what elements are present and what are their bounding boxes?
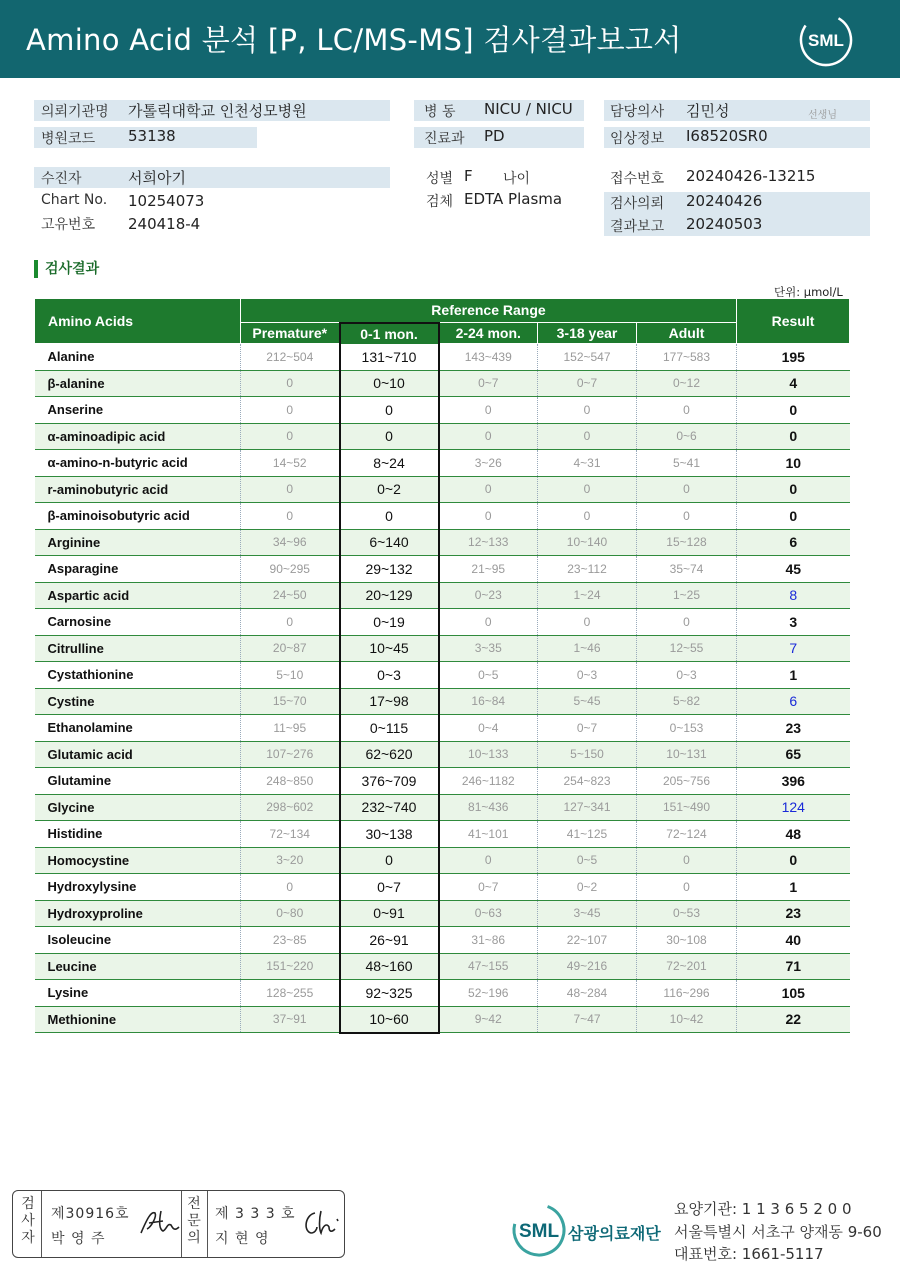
ref-adult: 0~12: [637, 370, 737, 397]
divider: [181, 1191, 182, 1257]
table-row: [35, 715, 850, 742]
result-value: 65: [737, 741, 850, 768]
amino-acid-name: Hydroxyproline: [35, 900, 241, 927]
ref-3-18-year: 22~107: [538, 927, 637, 954]
ref-premature: 24~50: [241, 582, 340, 609]
ref-premature: 0: [241, 503, 340, 530]
sml-logo-text: SML: [808, 31, 844, 50]
sex-label: 성별: [426, 171, 454, 187]
ref-adult: 0~3: [637, 662, 737, 689]
ref-adult: 177~583: [637, 344, 737, 371]
table-row: [35, 741, 850, 768]
divider: [207, 1191, 208, 1257]
amino-acid-name: Hydroxylysine: [35, 874, 241, 901]
ref-3-18-year: 0: [538, 423, 637, 450]
result-value: 40: [737, 927, 850, 954]
result-value: 0: [737, 397, 850, 424]
result-value: 0: [737, 503, 850, 530]
amino-acid-name: Anserine: [35, 397, 241, 424]
ref-3-18-year: 0~7: [538, 715, 637, 742]
report-header: [0, 0, 900, 78]
ref-0-1-mon: 0~3: [340, 662, 439, 689]
hospital-code-value: 53138: [128, 127, 176, 145]
uid-label: 고유번호: [41, 217, 96, 233]
ref-0-1-mon: 376~709: [340, 768, 439, 795]
ref-premature: 11~95: [241, 715, 340, 742]
inspector-name: 박 영 주: [51, 1231, 106, 1247]
ref-0-1-mon: 0~115: [340, 715, 439, 742]
ref-premature: 128~255: [241, 980, 340, 1007]
ref-2-24-mon: 0~7: [439, 874, 538, 901]
ref-premature: 107~276: [241, 741, 340, 768]
table-row: [35, 688, 850, 715]
table-row: [35, 1006, 850, 1033]
ref-0-1-mon: 20~129: [340, 582, 439, 609]
sex-value: F: [464, 167, 473, 185]
ref-0-1-mon: 62~620: [340, 741, 439, 768]
ref-3-18-year: 0: [538, 476, 637, 503]
ref-adult: 5~41: [637, 450, 737, 477]
ref-2-24-mon: 0: [439, 423, 538, 450]
sml-brand-logo-text: SML: [518, 1221, 560, 1242]
result-value: 0: [737, 847, 850, 874]
ref-adult: 0: [637, 397, 737, 424]
amino-acid-name: Glutamic acid: [35, 741, 241, 768]
table-row: [35, 635, 850, 662]
table-row: [35, 609, 850, 636]
amino-acid-name: Cystathionine: [35, 662, 241, 689]
ref-0-1-mon: 29~132: [340, 556, 439, 583]
table-row: [35, 423, 850, 450]
ref-2-24-mon: 0~7: [439, 370, 538, 397]
specialist-name: 지 현 영: [215, 1231, 270, 1247]
table-row: [35, 847, 850, 874]
ref-adult: 0~153: [637, 715, 737, 742]
result-value: 195: [737, 344, 850, 371]
table-row: [35, 927, 850, 954]
ref-2-24-mon: 0: [439, 847, 538, 874]
ward-label: 병 동: [424, 104, 456, 120]
sub-header-2-24-mon: 2-24 mon.: [439, 323, 538, 344]
table-row: [35, 582, 850, 609]
signature-box: [12, 1190, 345, 1258]
patient-label: 수진자: [41, 171, 82, 187]
ref-3-18-year: 0: [538, 609, 637, 636]
ward-value: NICU / NICU: [484, 100, 573, 118]
sub-header-adult: Adult: [637, 323, 737, 344]
table-row: [35, 556, 850, 583]
result-value: 45: [737, 556, 850, 583]
specialist-signature-icon: [299, 1205, 343, 1241]
specimen-value: EDTA Plasma: [464, 190, 563, 208]
amino-acid-name: Methionine: [35, 1006, 241, 1033]
ref-premature: 0~80: [241, 900, 340, 927]
doctor-value: 김민성: [686, 102, 730, 120]
ref-2-24-mon: 0: [439, 476, 538, 503]
ref-adult: 116~296: [637, 980, 737, 1007]
divider: [41, 1191, 42, 1257]
chart-label: Chart No.: [41, 192, 108, 208]
ref-3-18-year: 48~284: [538, 980, 637, 1007]
report-value: 20240503: [686, 215, 763, 233]
ref-adult: 0: [637, 476, 737, 503]
ref-adult: 15~128: [637, 529, 737, 556]
amino-acid-name: Histidine: [35, 821, 241, 848]
result-value: 396: [737, 768, 850, 795]
ref-0-1-mon: 92~325: [340, 980, 439, 1007]
institution-value: 가톨릭대학교 인천성모병원: [128, 102, 307, 120]
ref-2-24-mon: 143~439: [439, 344, 538, 371]
amino-acid-name: Alanine: [35, 344, 241, 371]
result-value: 23: [737, 900, 850, 927]
ref-0-1-mon: 0: [340, 423, 439, 450]
table-row: [35, 370, 850, 397]
ref-3-18-year: 254~823: [538, 768, 637, 795]
amino-acid-name: Glycine: [35, 794, 241, 821]
ref-premature: 0: [241, 476, 340, 503]
table-row: [35, 529, 850, 556]
ref-premature: 34~96: [241, 529, 340, 556]
brand-name: 삼광의료재단: [568, 1224, 661, 1243]
col-header-name: Amino Acids: [35, 299, 241, 344]
ref-3-18-year: 0~3: [538, 662, 637, 689]
unit-label: 단위: μmol/L: [774, 285, 843, 299]
amino-acid-name: α-aminoadipic acid: [35, 423, 241, 450]
ref-3-18-year: 1~46: [538, 635, 637, 662]
ref-3-18-year: 0: [538, 397, 637, 424]
ref-0-1-mon: 0~10: [340, 370, 439, 397]
table-row: [35, 821, 850, 848]
table-row: [35, 794, 850, 821]
sub-header-premature: Premature*: [241, 323, 340, 344]
result-value: 10: [737, 450, 850, 477]
ref-3-18-year: 5~45: [538, 688, 637, 715]
chart-value: 10254073: [128, 192, 205, 210]
amino-acid-name: Carnosine: [35, 609, 241, 636]
ref-adult: 10~131: [637, 741, 737, 768]
ref-premature: 5~10: [241, 662, 340, 689]
ref-2-24-mon: 246~1182: [439, 768, 538, 795]
ref-premature: 14~52: [241, 450, 340, 477]
ref-3-18-year: 3~45: [538, 900, 637, 927]
ref-2-24-mon: 10~133: [439, 741, 538, 768]
result-value: 1: [737, 874, 850, 901]
department-value: PD: [484, 127, 505, 145]
ref-adult: 12~55: [637, 635, 737, 662]
result-value: 3: [737, 609, 850, 636]
specialist-license: 제 3 3 3 호: [215, 1206, 296, 1222]
amino-acid-name: Isoleucine: [35, 927, 241, 954]
ref-2-24-mon: 0: [439, 609, 538, 636]
ref-2-24-mon: 0: [439, 503, 538, 530]
ref-premature: 0: [241, 370, 340, 397]
ref-3-18-year: 0~5: [538, 847, 637, 874]
ref-premature: 248~850: [241, 768, 340, 795]
ref-adult: 0: [637, 847, 737, 874]
yoyang-number: 요양기관: 1 1 3 6 5 2 0 0: [674, 1200, 852, 1218]
ref-premature: 0: [241, 423, 340, 450]
ref-3-18-year: 1~24: [538, 582, 637, 609]
ref-premature: 23~85: [241, 927, 340, 954]
ref-3-18-year: 7~47: [538, 1006, 637, 1033]
result-value: 6: [737, 529, 850, 556]
age-label: 나이: [503, 171, 531, 187]
ref-0-1-mon: 232~740: [340, 794, 439, 821]
results-table: [34, 298, 850, 1034]
amino-acid-name: Aspartic acid: [35, 582, 241, 609]
ref-adult: 0~6: [637, 423, 737, 450]
report-label: 결과보고: [610, 219, 665, 235]
ref-premature: 15~70: [241, 688, 340, 715]
amino-acid-name: Asparagine: [35, 556, 241, 583]
ref-2-24-mon: 31~86: [439, 927, 538, 954]
ref-0-1-mon: 8~24: [340, 450, 439, 477]
doctor-suffix: 선생님: [808, 110, 837, 121]
amino-acid-name: β-alanine: [35, 370, 241, 397]
hospital-code-label: 병원코드: [41, 131, 96, 147]
amino-acid-name: r-aminobutyric acid: [35, 476, 241, 503]
ref-0-1-mon: 0~91: [340, 900, 439, 927]
ref-premature: 151~220: [241, 953, 340, 980]
ref-3-18-year: 0~2: [538, 874, 637, 901]
result-value: 6: [737, 688, 850, 715]
result-value: 1: [737, 662, 850, 689]
table-row: [35, 476, 850, 503]
table-row: [35, 450, 850, 477]
ref-premature: 212~504: [241, 344, 340, 371]
col-header-result: Result: [737, 299, 850, 344]
ref-2-24-mon: 21~95: [439, 556, 538, 583]
inspector-signature-icon: [137, 1205, 181, 1241]
ref-premature: 72~134: [241, 821, 340, 848]
amino-acid-name: Arginine: [35, 529, 241, 556]
department-label: 진료과: [424, 131, 465, 147]
ref-adult: 30~108: [637, 927, 737, 954]
ref-0-1-mon: 17~98: [340, 688, 439, 715]
receipt-value: 20240426-13215: [686, 167, 816, 185]
ref-adult: 0~53: [637, 900, 737, 927]
ref-0-1-mon: 0: [340, 397, 439, 424]
ref-premature: 37~91: [241, 1006, 340, 1033]
ref-adult: 0: [637, 874, 737, 901]
ref-adult: 72~124: [637, 821, 737, 848]
ref-adult: 205~756: [637, 768, 737, 795]
ref-adult: 10~42: [637, 1006, 737, 1033]
ref-2-24-mon: 16~84: [439, 688, 538, 715]
col-header-range: Reference Range: [241, 299, 737, 323]
ref-2-24-mon: 41~101: [439, 821, 538, 848]
ref-adult: 151~490: [637, 794, 737, 821]
inspector-license: 제30916호: [51, 1206, 130, 1222]
table-row: [35, 980, 850, 1007]
result-value: 4: [737, 370, 850, 397]
amino-acid-name: Cystine: [35, 688, 241, 715]
amino-acid-name: Lysine: [35, 980, 241, 1007]
ref-adult: 0: [637, 503, 737, 530]
ref-premature: 20~87: [241, 635, 340, 662]
result-value: 105: [737, 980, 850, 1007]
result-value: 7: [737, 635, 850, 662]
result-value: 124: [737, 794, 850, 821]
institution-label: 의뢰기관명: [41, 104, 109, 120]
result-value: 23: [737, 715, 850, 742]
amino-acid-name: β-aminoisobutyric acid: [35, 503, 241, 530]
ref-3-18-year: 127~341: [538, 794, 637, 821]
ref-2-24-mon: 0: [439, 397, 538, 424]
receipt-label: 접수번호: [610, 171, 665, 187]
clinical-label: 임상정보: [610, 131, 665, 147]
ref-premature: 0: [241, 397, 340, 424]
report-title: Amino Acid 분석 [P, LC/MS-MS] 검사결과보고서: [26, 23, 682, 57]
info-band: [34, 167, 390, 188]
clinical-value: I68520SR0: [686, 127, 768, 145]
ref-0-1-mon: 0~19: [340, 609, 439, 636]
sml-logo-icon: [799, 13, 853, 67]
ref-3-18-year: 10~140: [538, 529, 637, 556]
ref-0-1-mon: 6~140: [340, 529, 439, 556]
ref-2-24-mon: 0~5: [439, 662, 538, 689]
table-row: [35, 874, 850, 901]
table-row: [35, 953, 850, 980]
ref-2-24-mon: 9~42: [439, 1006, 538, 1033]
ref-0-1-mon: 0~7: [340, 874, 439, 901]
result-value: 48: [737, 821, 850, 848]
ref-0-1-mon: 26~91: [340, 927, 439, 954]
specimen-label: 검체: [426, 194, 454, 210]
table-row: [35, 503, 850, 530]
ref-premature: 90~295: [241, 556, 340, 583]
request-label: 검사의뢰: [610, 196, 665, 212]
address: 서울특별시 서초구 양재동 9-60: [674, 1223, 882, 1241]
ref-2-24-mon: 81~436: [439, 794, 538, 821]
ref-0-1-mon: 48~160: [340, 953, 439, 980]
table-row: [35, 900, 850, 927]
ref-0-1-mon: 30~138: [340, 821, 439, 848]
ref-3-18-year: 23~112: [538, 556, 637, 583]
ref-3-18-year: 152~547: [538, 344, 637, 371]
ref-premature: 0: [241, 874, 340, 901]
section-title: 검사결과: [34, 260, 99, 278]
ref-premature: 0: [241, 609, 340, 636]
result-value: 8: [737, 582, 850, 609]
ref-premature: 3~20: [241, 847, 340, 874]
specialist-vertical-label: 전 문 의: [187, 1196, 201, 1246]
table-row: [35, 768, 850, 795]
ref-adult: 5~82: [637, 688, 737, 715]
result-value: 22: [737, 1006, 850, 1033]
ref-adult: 0: [637, 609, 737, 636]
ref-2-24-mon: 0~4: [439, 715, 538, 742]
ref-2-24-mon: 12~133: [439, 529, 538, 556]
ref-adult: 72~201: [637, 953, 737, 980]
ref-0-1-mon: 10~45: [340, 635, 439, 662]
ref-0-1-mon: 0: [340, 503, 439, 530]
phone-number: 대표번호: 1661-5117: [674, 1245, 824, 1263]
ref-3-18-year: 49~216: [538, 953, 637, 980]
inspector-vertical-label: 검 사 자: [21, 1196, 35, 1246]
ref-adult: 1~25: [637, 582, 737, 609]
ref-3-18-year: 0~7: [538, 370, 637, 397]
ref-adult: 35~74: [637, 556, 737, 583]
ref-0-1-mon: 10~60: [340, 1006, 439, 1033]
amino-acid-name: α-amino-n-butyric acid: [35, 450, 241, 477]
uid-value: 240418-4: [128, 215, 201, 233]
amino-acid-name: Glutamine: [35, 768, 241, 795]
amino-acid-name: Leucine: [35, 953, 241, 980]
ref-3-18-year: 0: [538, 503, 637, 530]
doctor-label: 담당의사: [610, 104, 665, 120]
sub-header-3-18-year: 3-18 year: [538, 323, 637, 344]
ref-2-24-mon: 0~63: [439, 900, 538, 927]
amino-acid-name: Citrulline: [35, 635, 241, 662]
ref-2-24-mon: 52~196: [439, 980, 538, 1007]
result-value: 0: [737, 476, 850, 503]
amino-acid-name: Homocystine: [35, 847, 241, 874]
ref-2-24-mon: 3~35: [439, 635, 538, 662]
ref-premature: 298~602: [241, 794, 340, 821]
request-value: 20240426: [686, 192, 763, 210]
ref-3-18-year: 5~150: [538, 741, 637, 768]
ref-0-1-mon: 131~710: [340, 344, 439, 371]
ref-0-1-mon: 0~2: [340, 476, 439, 503]
ref-0-1-mon: 0: [340, 847, 439, 874]
sub-header-0-1-mon: 0-1 mon.: [340, 323, 439, 344]
patient-value: 서희아기: [128, 169, 186, 187]
table-row: [35, 344, 850, 371]
ref-2-24-mon: 0~23: [439, 582, 538, 609]
ref-3-18-year: 4~31: [538, 450, 637, 477]
results-body: [35, 344, 850, 1033]
table-row: [35, 662, 850, 689]
result-value: 0: [737, 423, 850, 450]
ref-2-24-mon: 47~155: [439, 953, 538, 980]
ref-3-18-year: 41~125: [538, 821, 637, 848]
ref-2-24-mon: 3~26: [439, 450, 538, 477]
table-row: [35, 397, 850, 424]
amino-acid-name: Ethanolamine: [35, 715, 241, 742]
result-value: 71: [737, 953, 850, 980]
